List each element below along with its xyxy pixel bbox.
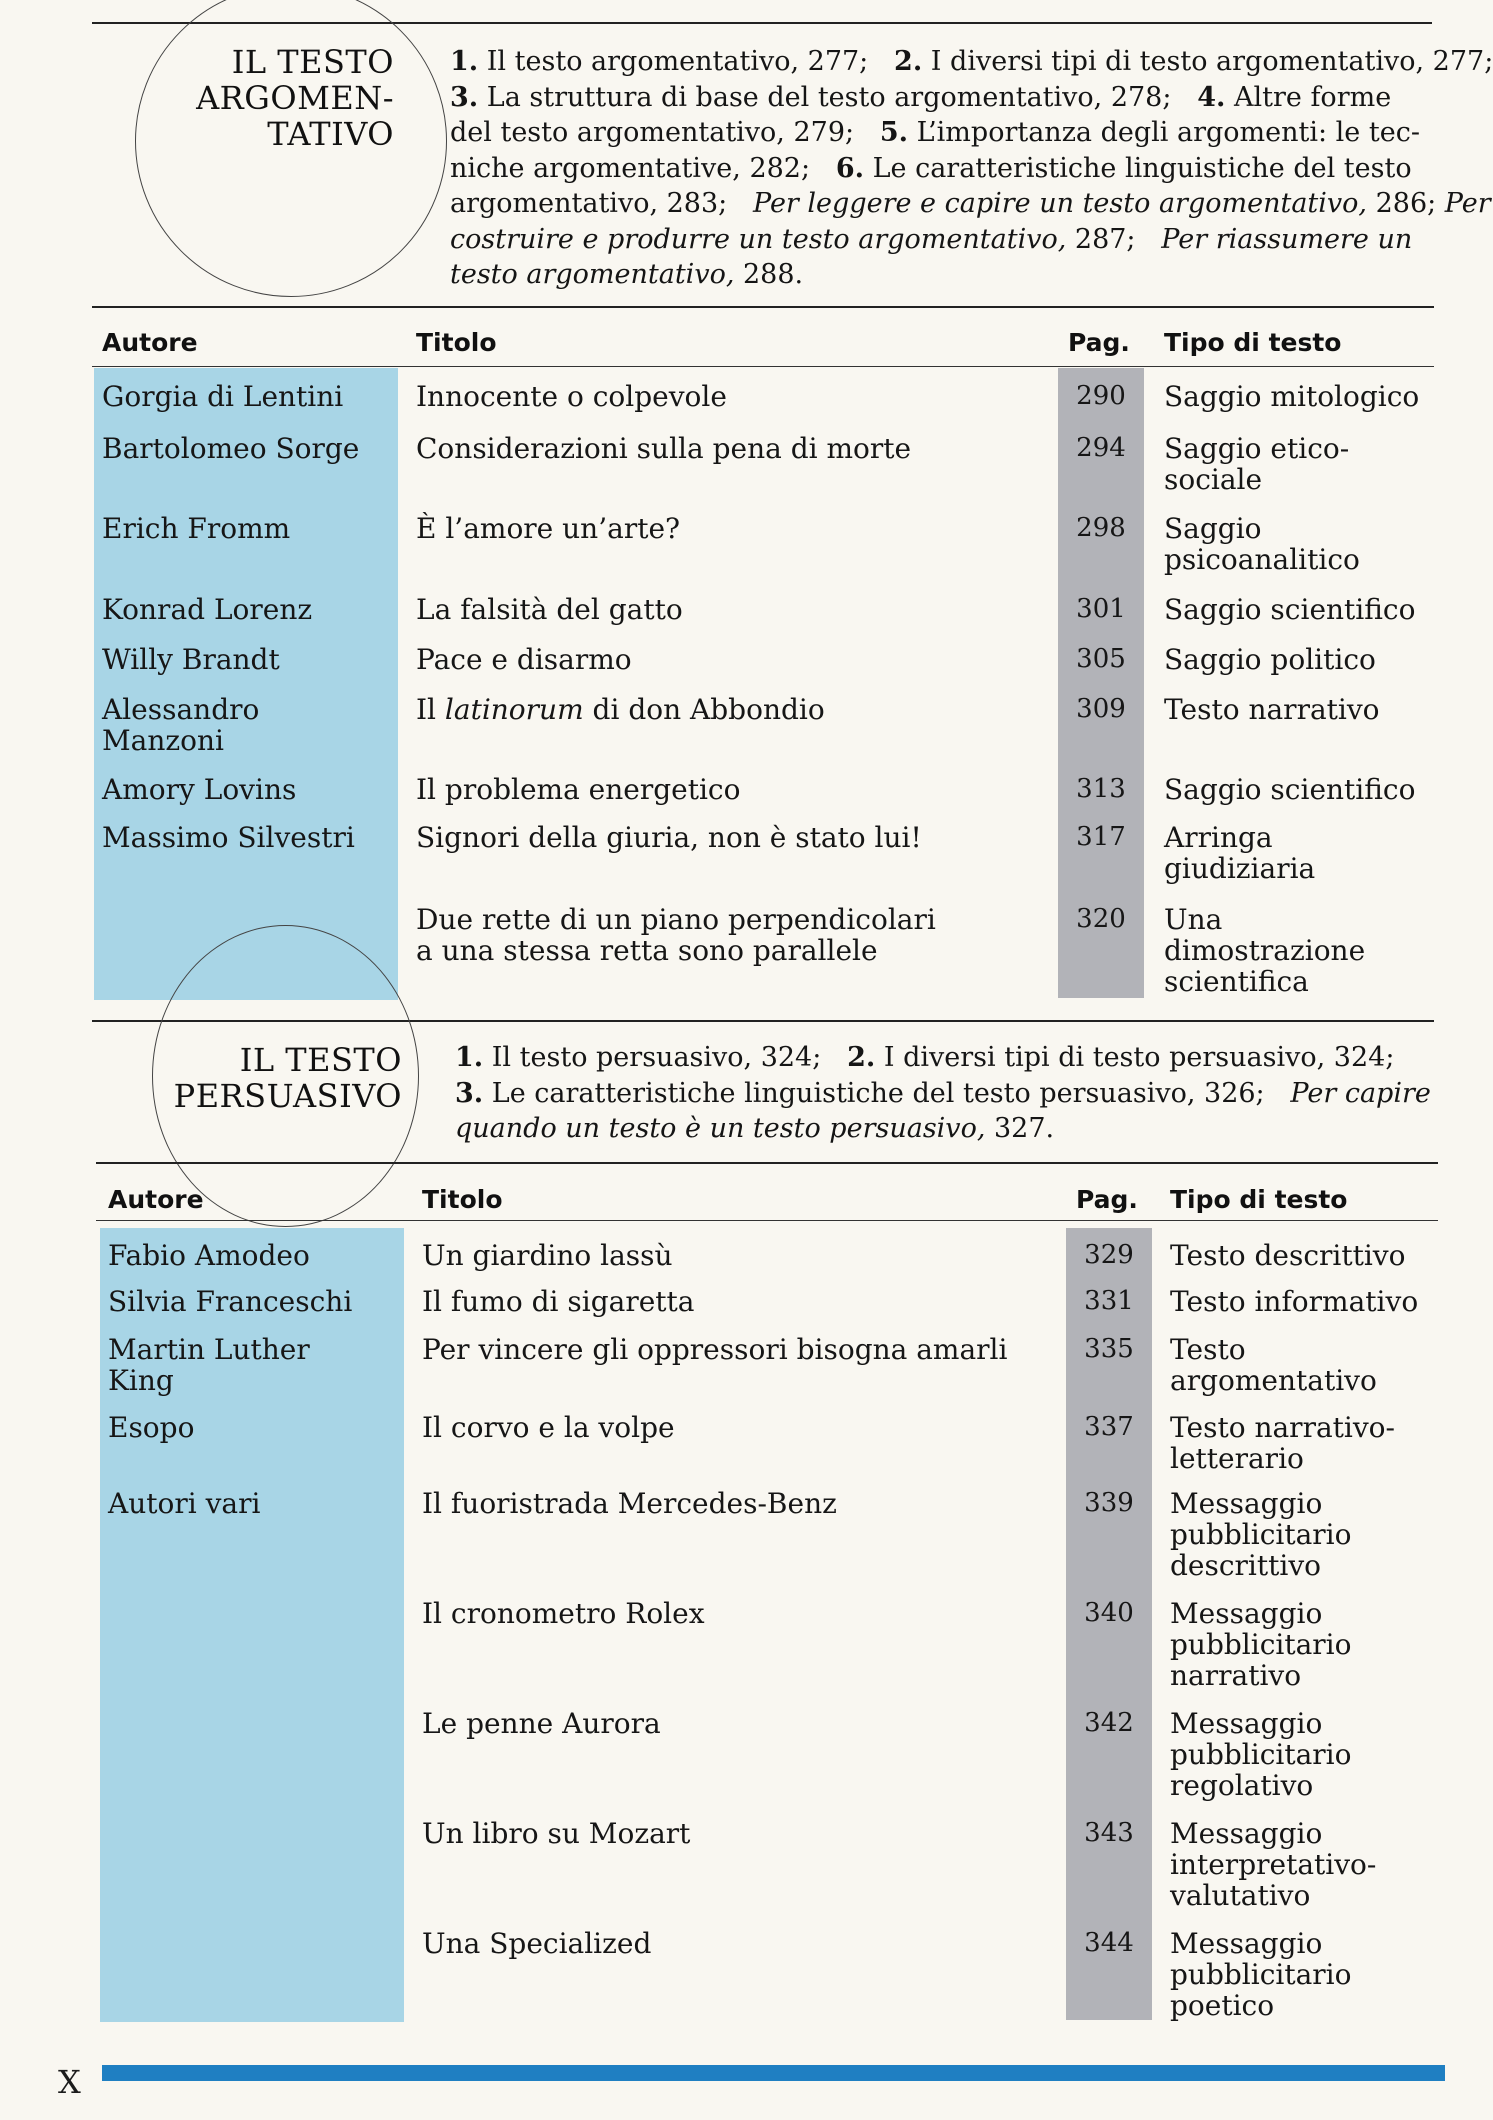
page-cell: 340 — [1084, 1598, 1134, 1628]
section-title-line: PERSUASIVO — [173, 1077, 402, 1115]
intro-line — [455, 1076, 1440, 1112]
page-cell: 335 — [1084, 1334, 1134, 1364]
type-cell — [1170, 1412, 1395, 1474]
page-cell: 344 — [1084, 1928, 1134, 1958]
page-cell: 337 — [1084, 1412, 1134, 1442]
type-line: pubblicitario — [1170, 1518, 1352, 1551]
author-cell — [102, 381, 343, 412]
title-italic: latinorum — [444, 693, 584, 726]
title-cell — [422, 1488, 837, 1519]
type-line: Saggio politico — [1164, 643, 1376, 676]
italic-text: Per riassumere un — [1161, 223, 1413, 255]
type-line: giudiziaria — [1164, 852, 1316, 885]
type-line: sociale — [1164, 463, 1263, 496]
header-type: Tipo di testo — [1164, 328, 1342, 357]
title-cell — [422, 1598, 705, 1629]
text-run: Il testo persuasivo, 324; — [483, 1042, 848, 1073]
page-cell: 298 — [1076, 513, 1126, 543]
type-line: Saggio — [1164, 512, 1262, 545]
title-cell — [416, 694, 825, 725]
type-line: Testo narrativo — [1164, 693, 1380, 726]
intro-line — [455, 1040, 1440, 1076]
title-line: Il problema energetico — [416, 773, 741, 806]
author-cell — [108, 1334, 310, 1396]
table-header-rule — [92, 306, 1434, 308]
text-run: I diversi tipi di testo argomentativo, 277; — [922, 46, 1493, 77]
type-cell — [1170, 1286, 1418, 1317]
author-line: Silvia Franceschi — [108, 1285, 353, 1318]
title-line: Il fuoristrada Mercedes-Benz — [422, 1487, 837, 1520]
type-cell — [1164, 774, 1415, 805]
title-line: Due rette di un piano perpendicolari — [416, 903, 936, 936]
author-cell — [102, 774, 296, 805]
type-cell — [1164, 694, 1380, 725]
type-line: dimostrazione — [1164, 934, 1366, 967]
section-title-persuasivo — [140, 1042, 402, 1114]
header-title: Titolo — [416, 328, 497, 357]
header-page: Pag. — [1068, 328, 1130, 357]
text-run: 327. — [985, 1113, 1055, 1144]
page-cell: 331 — [1084, 1286, 1134, 1316]
page-cell: 343 — [1084, 1818, 1134, 1848]
footer-bar — [102, 2065, 1445, 2081]
title-line: a una stessa retta sono parallele — [416, 934, 878, 967]
section-title-line: IL TESTO — [239, 1041, 402, 1079]
type-cell — [1164, 381, 1419, 412]
author-line: Autori vari — [108, 1487, 261, 1520]
type-line: Saggio etico- — [1164, 432, 1350, 465]
page-cell: 290 — [1076, 381, 1126, 411]
type-line: pubblicitario — [1170, 1958, 1352, 1991]
author-cell — [108, 1286, 352, 1317]
type-cell — [1164, 822, 1315, 884]
type-line: pubblicitario — [1170, 1628, 1352, 1661]
type-line: Messaggio — [1170, 1597, 1323, 1630]
item-number: 2. — [847, 1042, 876, 1073]
type-line: Testo narrativo- — [1170, 1411, 1395, 1444]
title-cell — [416, 822, 922, 853]
text-run: del testo argomentativo, 279; — [450, 117, 880, 148]
type-line: poetico — [1170, 1989, 1275, 2022]
page-cell: 313 — [1076, 774, 1126, 804]
type-line: valutativo — [1170, 1879, 1311, 1912]
author-line: Fabio Amodeo — [108, 1239, 310, 1272]
text-run: 288. — [734, 259, 804, 290]
item-number: 3. — [450, 81, 479, 113]
title-cell — [422, 1708, 661, 1739]
type-line: Una — [1164, 903, 1223, 936]
title-text: Il — [416, 693, 445, 726]
section-title-argomentativo — [150, 44, 394, 152]
title-cell — [416, 644, 632, 675]
type-line: Messaggio — [1170, 1487, 1323, 1520]
type-line: narrativo — [1170, 1659, 1302, 1692]
title-line: Considerazioni sulla pena di morte — [416, 432, 912, 465]
type-cell — [1170, 1240, 1405, 1271]
type-line: psicoanalitico — [1164, 543, 1360, 576]
author-cell — [108, 1240, 310, 1271]
author-line: Bartolomeo Sorge — [102, 432, 360, 465]
item-number: 3. — [455, 1077, 484, 1109]
page-cell: 305 — [1076, 644, 1126, 674]
type-line: Saggio mitologico — [1164, 380, 1420, 413]
type-cell — [1170, 1598, 1352, 1691]
page-cell: 342 — [1084, 1708, 1134, 1738]
author-line: Massimo Silvestri — [102, 821, 355, 854]
section-title-line: IL TESTO — [231, 43, 394, 81]
type-line: Testo — [1170, 1333, 1246, 1366]
title-cell — [422, 1240, 673, 1271]
header-type: Tipo di testo — [1170, 1185, 1348, 1214]
header-page: Pag. — [1076, 1185, 1138, 1214]
type-line: argomentativo — [1170, 1364, 1377, 1397]
intro-line — [450, 186, 1491, 222]
italic-text: Per leggere e capire un testo argomentativo, — [753, 188, 1367, 219]
type-line: Saggio scientifico — [1164, 773, 1416, 806]
header-author: Autore — [108, 1185, 204, 1214]
type-cell — [1164, 644, 1376, 675]
type-line: Testo informativo — [1170, 1285, 1419, 1318]
type-line: descrittivo — [1170, 1549, 1322, 1582]
type-cell — [1170, 1334, 1377, 1396]
author-line: Martin Luther — [108, 1333, 310, 1366]
type-line: Testo descrittivo — [1170, 1239, 1406, 1272]
intro-line — [450, 115, 1435, 151]
author-line: Manzoni — [102, 724, 224, 757]
type-line: Messaggio — [1170, 1817, 1323, 1850]
title-line: Pace e disarmo — [416, 643, 632, 676]
title-line: Il cronometro Rolex — [422, 1597, 705, 1630]
item-number: 4. — [1197, 81, 1226, 113]
text-run: Altre forme — [1225, 81, 1392, 113]
title-cell — [422, 1928, 651, 1959]
title-cell — [422, 1334, 1007, 1365]
title-cell — [422, 1818, 690, 1849]
italic-text: quando un testo è un testo persuasivo, — [455, 1113, 986, 1144]
page-cell: 339 — [1084, 1488, 1134, 1518]
title-line: Un libro su Mozart — [422, 1817, 691, 1850]
italic-text: costruire e produrre un testo argomentativo, — [450, 223, 1067, 255]
section-title-line: ARGOMEN- — [196, 79, 394, 117]
page-cell: 317 — [1076, 822, 1126, 852]
title-cell — [422, 1412, 675, 1443]
header-title: Titolo — [422, 1185, 503, 1214]
title-line: Il corvo e la volpe — [422, 1411, 675, 1444]
italic-text: Per — [1444, 188, 1491, 219]
text-run: argomentativo, 283; — [450, 188, 753, 219]
title-line: Una Specialized — [422, 1927, 652, 1960]
text-run: Le caratteristiche linguistiche del testo persuasivo, 326; — [483, 1077, 1291, 1109]
page-cell: 309 — [1076, 694, 1126, 724]
item-number: 2. — [894, 46, 923, 77]
type-line: Arringa — [1164, 821, 1273, 854]
author-cell — [102, 822, 355, 853]
section-title-line: TATIVO — [267, 115, 394, 153]
title-line — [416, 694, 825, 725]
item-number: 5. — [879, 117, 909, 148]
author-cell — [108, 1488, 260, 1519]
text-run: Il testo argomentativo, 277; — [478, 46, 895, 77]
intro-line — [450, 44, 1493, 80]
type-line: scientifica — [1164, 965, 1309, 998]
header-author: Autore — [102, 328, 198, 357]
type-line: Messaggio — [1170, 1707, 1323, 1740]
author-line: Alessandro — [102, 693, 260, 726]
type-cell — [1170, 1818, 1376, 1911]
text-run: 286; — [1367, 188, 1445, 219]
type-line: regolativo — [1170, 1769, 1314, 1802]
type-cell — [1170, 1708, 1352, 1801]
title-cell — [416, 513, 680, 544]
author-cell — [102, 433, 359, 464]
author-line: King — [108, 1364, 174, 1397]
author-line: Konrad Lorenz — [102, 593, 313, 626]
text-run: L’importanza degli argomenti: le tec- — [908, 117, 1420, 148]
type-cell — [1164, 594, 1415, 625]
text-run: 287; — [1066, 223, 1162, 255]
text-run: niche argomentative, 282; — [450, 152, 836, 184]
table-header-underline — [96, 1220, 1438, 1221]
type-line: letterario — [1170, 1442, 1304, 1475]
author-cell — [102, 594, 312, 625]
table-header-underline — [92, 366, 1434, 367]
intro-line — [450, 222, 1435, 258]
type-line: interpretativo- — [1170, 1848, 1377, 1881]
title-line: È l’amore un’arte? — [416, 512, 681, 545]
page-cell: 329 — [1084, 1240, 1134, 1270]
title-line: Un giardino lassù — [422, 1239, 673, 1272]
type-cell — [1170, 1928, 1352, 2021]
type-cell — [1164, 433, 1349, 495]
type-cell — [1164, 904, 1365, 997]
text-run: Le caratteristiche linguistiche del testo — [864, 152, 1412, 184]
type-line: pubblicitario — [1170, 1738, 1352, 1771]
type-cell — [1170, 1488, 1352, 1581]
author-line: Gorgia di Lentini — [102, 380, 344, 413]
intro-line — [455, 1111, 1440, 1147]
section-intro-persuasivo — [455, 1040, 1440, 1147]
title-line: Il fumo di sigaretta — [422, 1285, 695, 1318]
italic-text: testo argomentativo, — [450, 259, 735, 290]
author-cell — [102, 644, 280, 675]
author-line: Erich Fromm — [102, 512, 291, 545]
title-line: Per vincere gli oppressori bisogna amarli — [422, 1333, 1008, 1366]
page-cell: 320 — [1076, 904, 1126, 934]
page-cell: 301 — [1076, 594, 1126, 624]
title-cell — [422, 1286, 695, 1317]
title-line: Signori della giuria, non è stato lui! — [416, 821, 922, 854]
text-run: I diversi tipi di testo persuasivo, 324; — [875, 1042, 1395, 1073]
item-number: 6. — [835, 152, 865, 184]
author-line: Esopo — [108, 1411, 195, 1444]
title-line: Le penne Aurora — [422, 1707, 661, 1740]
type-line: Messaggio — [1170, 1927, 1323, 1960]
title-cell — [416, 594, 683, 625]
title-text: di don Abbondio — [583, 693, 825, 726]
section-intro-argomentativo — [450, 44, 1493, 293]
title-cell — [416, 433, 911, 464]
table-header-rule — [96, 1162, 1438, 1164]
title-line: Innocente o colpevole — [416, 380, 727, 413]
title-cell — [416, 774, 740, 805]
intro-line — [450, 151, 1435, 187]
page-number: X — [58, 2063, 81, 2101]
item-number: 1. — [450, 46, 479, 77]
intro-line — [450, 257, 1435, 293]
type-cell — [1164, 513, 1360, 575]
type-line: Saggio scientifico — [1164, 593, 1416, 626]
author-line: Willy Brandt — [102, 643, 280, 676]
author-cell — [108, 1412, 194, 1443]
italic-text: Per capire — [1290, 1077, 1431, 1109]
title-cell — [416, 904, 936, 966]
page-cell: 294 — [1076, 433, 1126, 463]
item-number: 1. — [455, 1042, 484, 1073]
title-cell — [416, 381, 727, 412]
author-line: Amory Lovins — [102, 773, 297, 806]
intro-line — [450, 80, 1435, 116]
author-cell — [102, 513, 290, 544]
author-cell — [102, 694, 259, 756]
text-run: La struttura di base del testo argomentativo, 278; — [478, 81, 1198, 113]
title-line: La falsità del gatto — [416, 593, 683, 626]
